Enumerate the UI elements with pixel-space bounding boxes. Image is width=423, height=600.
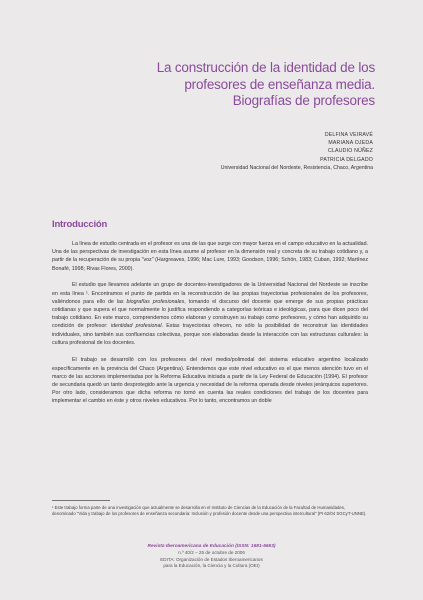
author-name: MARIANA OJEDA	[328, 140, 373, 147]
footnote-divider	[52, 500, 110, 501]
journal-footer	[0, 544, 423, 570]
paragraph-text: . Estas trayectorias ofrecen, no sólo la posibilidad de reconstruir las identidades individuales, sino también sus confluencias colectivas, porque son elaboradas desde la interacción con las estructuras culturales: la cultura profesional de los docentes.	[52, 323, 368, 346]
body-paragraph: La línea de estudio centrada en el profesor es una de las que surge con mayor fuerza en el campo educativo en la actualidad. Una de las perspectivas de investigación en esta línea asume al profesor en la dimensión real y concreta de su trabajo cotidiano y, a partir de la recuperación de su propia "voz" (Hargreaves, 1996; Mac Lure, 1993; Goodson, 1996; Schön, 1983; Cuban, 1992; Martínez Bonafé, 1998; Rivas Flores, 2000).	[52, 241, 368, 272]
title-line: Biografías de profesores	[232, 93, 375, 108]
emphasis-text: identidad profesional	[110, 323, 162, 330]
author-name: DELFINA VEIRAVÉ	[324, 132, 373, 138]
journal-editor: EDITA: Organización de Estados Iberoamericanos	[160, 556, 263, 562]
paragraph-text: , tomando el discurso del docente que emerge de sus propias prácticas cotidianas y que supera el que normalmente lo justifica respondiendo a categorías teóricas e ideológicas, para que dicen poco del trabajo cotidiano. En este marco, comprendemos cómo elaboran y construyen su trabajo como profesores, y cómo han adquirido su condición de profesor:	[52, 298, 368, 330]
emphasis-text: biografías profesionales	[126, 298, 185, 305]
author-name: PATRICIA DELGADO	[320, 156, 373, 163]
journal-editor: para la Educación, la Ciencia y la Cultura (OEI)	[163, 563, 260, 569]
title-line: La construcción de la identidad de los	[156, 60, 375, 75]
paragraph-text: El estudio que llevamos adelante un grupo de docentes-investigadores de la Universidad Nacional del Nordeste se inscribe en esta línea ¹. Encontramos el punto de partida en la reconstrucción de las propias trayectorias profesionales de los profesores, valiéndonos para ello de las	[52, 282, 368, 305]
article-title	[95, 60, 375, 110]
journal-issue: n.º 40/2 – 25 de octubre de 2006	[178, 550, 245, 556]
body-paragraph: El trabajo se desarrolló con los profesores del nivel medio/polimodal del sistema educativo argentino localizado específicamente en la provincia del Chaco (Argentina). Entendemos que este nivel educativo es el que menos atención tuvo en el marco de las acciones implementadas por la Reforma Educativa iniciada a partir de la Ley Federal de Educación (1994). El profesor de secundaria quedó un tanto desprotegido ante la urgencia y necesidad de la reforma operada desde niveles jerárquicos superiores. Por otro lado, consideramos que dicha reforma no tomó en cuenta las reales condiciones del trabajo de los docentes para implementar el cambio en éste y otros niveles educativos. Por lo tanto, encontramos un doble	[52, 357, 368, 405]
author-affiliation: Universidad Nacional del Nordeste, Resistencia, Chaco, Argentina	[220, 164, 373, 171]
footnote: ¹ Este trabajo forma parte de una investigación que actualmente se desarrolla en el Instituto de Ciencias de la Educación de la Facultad de Humanidades, denominado "Vida y trabajo de los profesores de enseñanza secundaria: Inclusión y profesión docente desde una perspectiva intercultural" (PI 62/04 SGCyT-UNNE).	[52, 505, 367, 516]
journal-name: Revista Iberoamericana de Educación (ISSN: 1681-5653)	[147, 544, 276, 549]
title-line: profesores de enseñanza media.	[184, 76, 375, 92]
author-name: CLAUDIO NÚÑEZ	[328, 148, 373, 155]
section-heading: Introducción	[52, 219, 108, 230]
article-body	[52, 240, 368, 406]
author-block	[221, 131, 373, 172]
body-paragraph	[52, 281, 368, 347]
